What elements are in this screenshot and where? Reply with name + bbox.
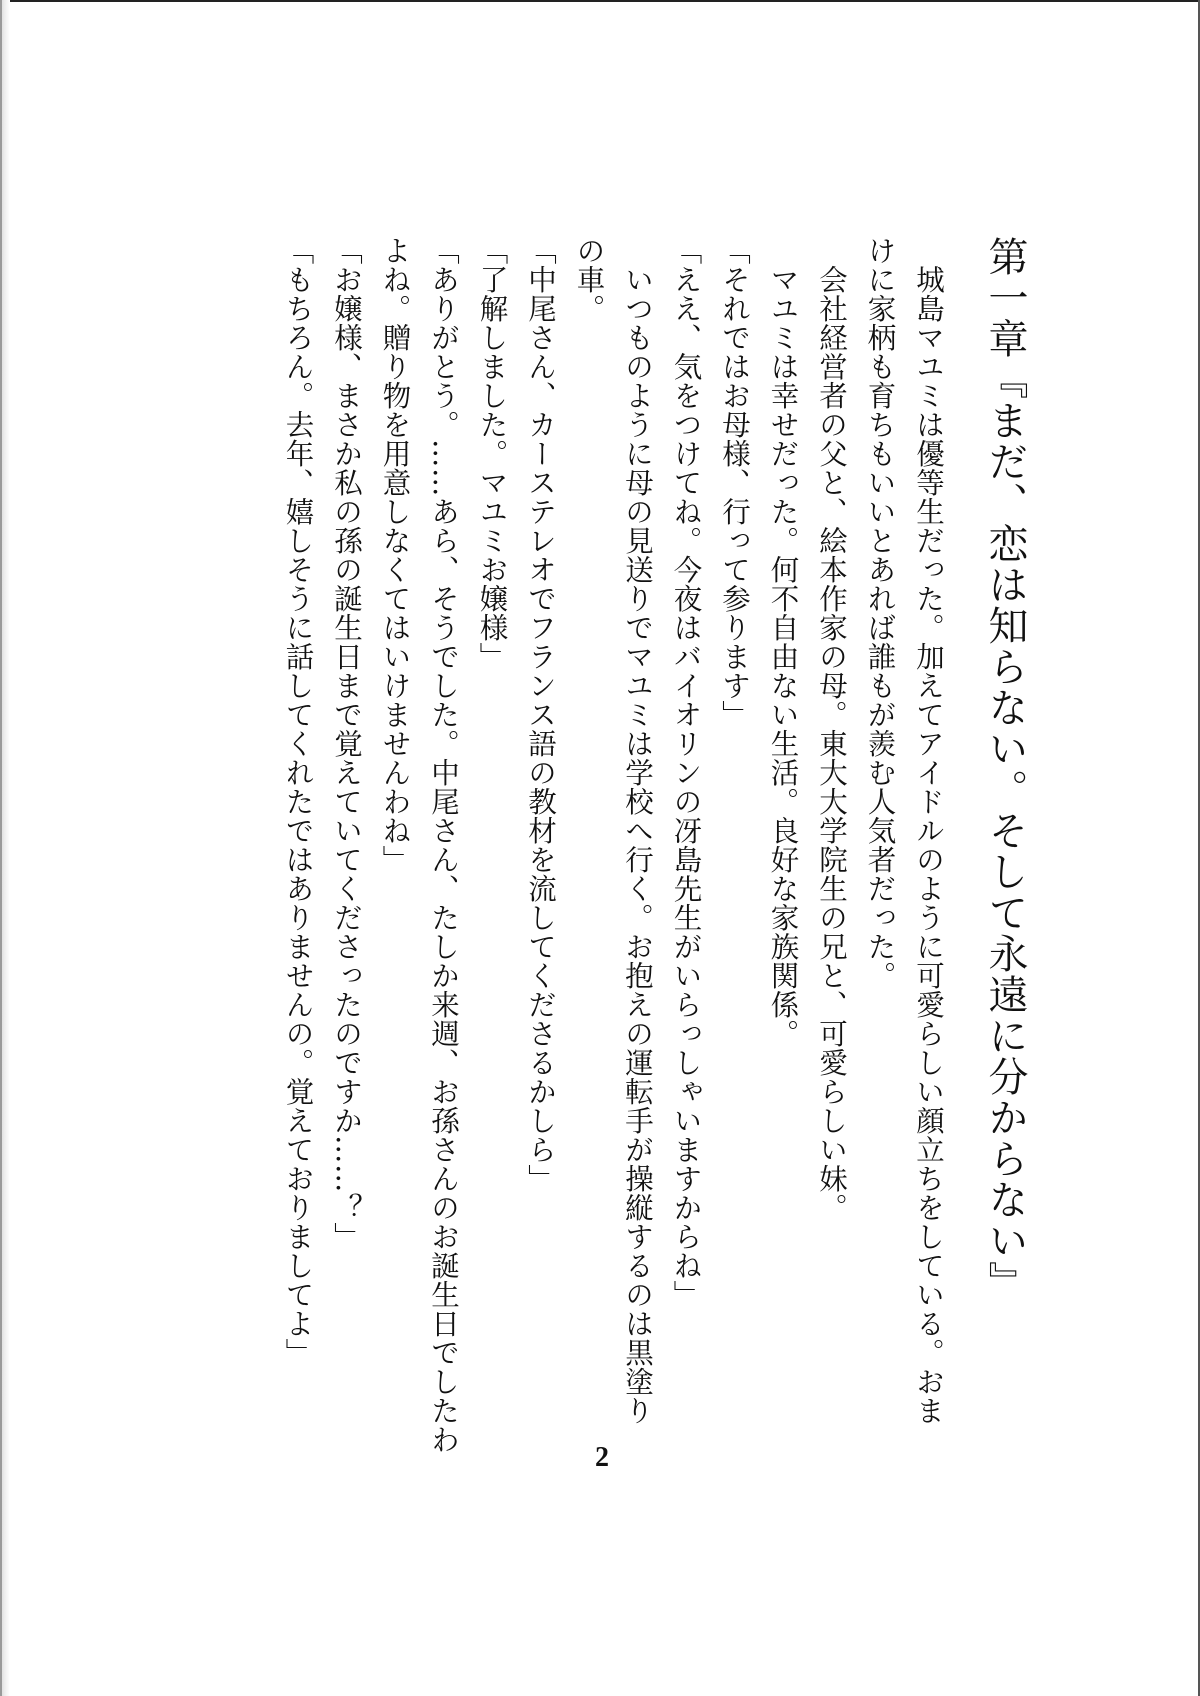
text-line: 「ええ、気をつけてね。今夜はバイオリンの冴島先生がいらっしゃいますからね」	[669, 236, 703, 1309]
text-line: 会社経営者の父と、絵本作家の母。東大大学院生の兄と、可愛らしい妹。	[815, 236, 848, 1222]
vertical-text-block	[32, 236, 1032, 1476]
text-line: 「お嬢様、まさか私の孫の誕生日まで覚えていてくださったのですか……？」	[330, 236, 363, 1251]
text-line: けに家柄も育ちもいいとあれば誰もが羨む人気者だった。	[863, 236, 897, 990]
text-line: いつものように母の見送りでマユミは学校へ行く。お抱えの運転手が操縦するのは黒塗り	[621, 236, 654, 1425]
text-line: マユミは幸せだった。何不自由ない生活。良好な家族関係。	[766, 236, 800, 1048]
page-number: 2	[595, 1442, 609, 1473]
text-line: よね。贈り物を用意しなくてはいけませんわね」	[378, 236, 412, 874]
text-line: 「中尾さん、カーステレオでフランス語の教材を流してくださるかしら」	[524, 236, 557, 1193]
text-line: 「もちろん。去年、嬉しそうに話してくれたではありませんの。覚えておりましてよ」	[281, 236, 315, 1367]
page-edge-top	[0, 0, 1200, 2]
text-line: の車。	[572, 236, 606, 323]
chapter-title: 第一章『まだ、恋は知らない。そして永遠に分からない』	[982, 236, 1028, 1302]
text-line: 「ありがとう。……あら、そうでした。中尾さん、たしか来週、お孫さんのお誕生日でしたわ	[427, 236, 460, 1454]
text-line: 「それではお母様、行って参ります」	[718, 236, 751, 729]
text-line: 城島マユミは優等生だった。加えてアイドルのように可愛らしい顔立ちをしている。おま	[912, 236, 945, 1425]
text-line: 「了解しました。マユミお嬢様」	[475, 236, 509, 671]
